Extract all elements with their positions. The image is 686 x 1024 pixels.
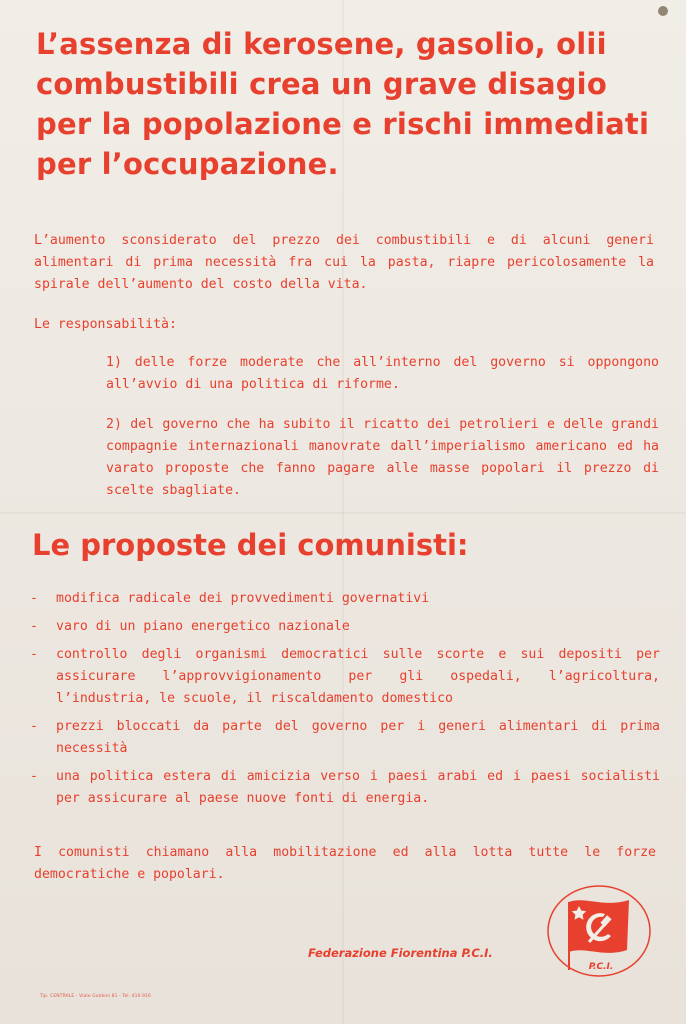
signature: Federazione Fiorentina P.C.I.: [308, 946, 493, 960]
bullet-dash: -: [30, 719, 38, 734]
proposal-item: [30, 616, 660, 638]
bullet-dash: -: [30, 591, 38, 606]
emblem-label: P.C.I.: [588, 962, 614, 972]
proposal-item: [30, 766, 660, 810]
call-to-action: I comunisti chiamano alla mobilitazione ed alla lotta tutte le forze democratiche e popolari.: [34, 845, 656, 882]
proposal-text: controllo degli organismi democratici sulle scorte e sui depositi per assicurare l’approvvigionamento per gli ospedali, l’agricoltura, l’industria, le scuole, il riscaldamento domestico: [56, 647, 660, 706]
proposal-text: varo di un piano energetico nazionale: [56, 619, 350, 634]
fold-line-horizontal: [0, 512, 686, 514]
proposal-item: [30, 644, 660, 710]
pin-hole: [658, 6, 668, 16]
proposals-list: [30, 588, 660, 816]
responsibility-item: 2) del governo che ha subito il ricatto dei petrolieri e delle grandi compagnie internazionali manovrate dall’imperialismo americano ed ha varato proposte che fanno pagare alle masse popolari il prezzo di scelte sbagliate.: [106, 417, 659, 498]
intro-paragraph: L’aumento sconsiderato del prezzo dei combustibili e di alcuni generi alimentari di prima necessità fra cui la pasta, riapre pericolosamente la spirale dell’aumento del costo della vita.: [34, 233, 654, 292]
headline-line: L’assenza di kerosene, gasolio, olii: [36, 27, 607, 61]
proposal-text: modifica radicale dei provvedimenti governativi: [56, 591, 430, 606]
printer-credit: Tip. CENTRALE - Viale Goldoni 81 - Tel. 410.916: [40, 994, 151, 999]
responsibility-item: 1) delle forze moderate che all’interno del governo si oppongono all’avvio di una politica di riforme.: [106, 355, 659, 392]
headline-line: per l’occupazione.: [36, 147, 339, 181]
bullet-dash: -: [30, 647, 38, 662]
bullet-dash: -: [30, 619, 38, 634]
proposals-title: Le proposte dei comunisti:: [32, 528, 469, 562]
headline-line: combustibili crea un grave disagio: [36, 67, 607, 101]
proposal-text: una politica estera di amicizia verso i paesi arabi ed i paesi socialisti per assicurare al paese nuove fonti di energia.: [56, 769, 660, 806]
responsibilities-title: Le responsabilità:: [34, 317, 177, 332]
headline: [36, 24, 656, 184]
proposal-item: [30, 716, 660, 760]
proposal-item: [30, 588, 660, 610]
headline-line: per la popolazione e rischi immediati: [36, 107, 650, 141]
proposal-text: prezzi bloccati da parte del governo per i generi alimentari di prima necessità: [56, 719, 660, 756]
bullet-dash: -: [30, 769, 38, 784]
